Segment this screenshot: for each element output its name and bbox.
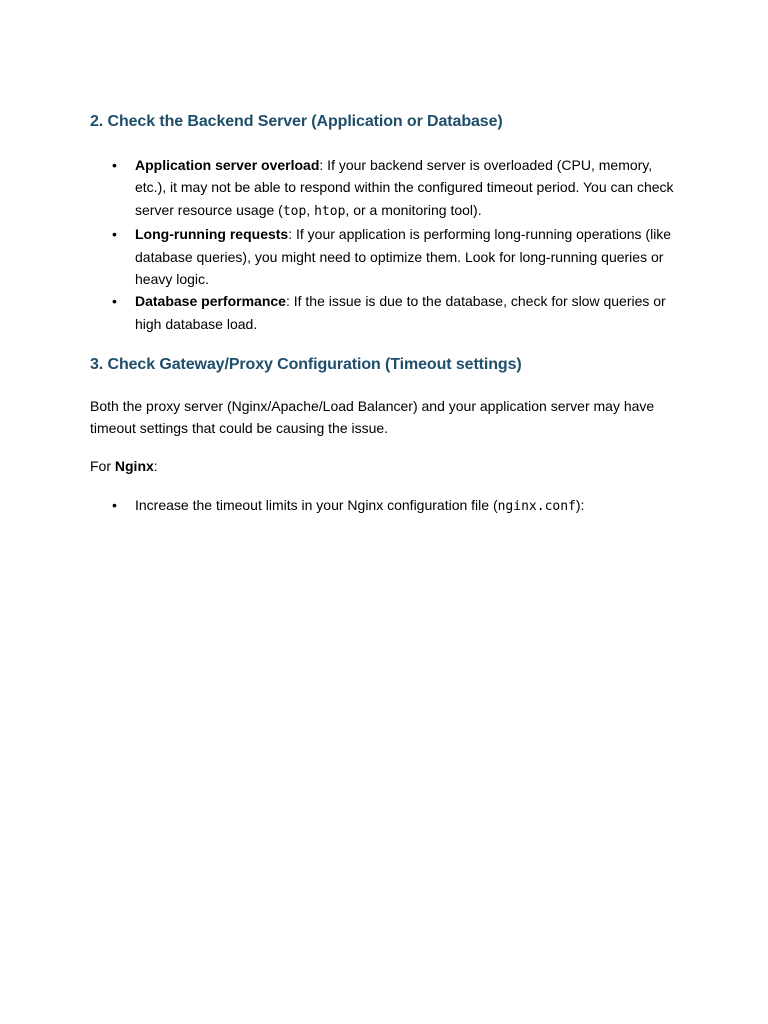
text-database-performance: : If the issue is due to the database, check for slow queries or high database load. xyxy=(135,293,666,332)
code-htop: htop xyxy=(314,203,346,219)
nginx-term: Nginx xyxy=(114,458,154,475)
document-page xyxy=(90,111,680,519)
list-item-app-server-overload xyxy=(90,154,680,223)
text-increase-timeout-a: Increase the timeout limits in your Nginx configuration file ( xyxy=(135,497,498,514)
text-increase-timeout-b: ): xyxy=(575,497,585,514)
bullet-icon: • xyxy=(112,157,117,173)
for-prefix: For xyxy=(90,458,115,475)
bullet-icon: • xyxy=(112,293,117,310)
list-item-database-performance xyxy=(90,290,680,335)
list-item-long-running-requests xyxy=(90,223,680,290)
text-app-server-overload-a: : If your backend server is overloaded (CPU, memory, etc.), it may not be able to respond within the configured timeout period. You can check server resource usage ( xyxy=(135,157,674,218)
list-item-increase-timeout xyxy=(90,494,680,518)
section-3-heading: 3. Check Gateway/Proxy Configuration (Timeout settings) xyxy=(90,356,522,374)
bullet-icon: • xyxy=(112,497,117,514)
for-nginx-paragraph xyxy=(90,455,680,477)
term-long-running-requests: Long-running requests xyxy=(135,226,289,243)
bullet-icon: • xyxy=(112,226,117,243)
term-app-server-overload: Application server overload xyxy=(135,157,320,173)
code-top: top xyxy=(282,203,307,219)
term-database-performance: Database performance xyxy=(135,293,286,310)
text-long-running-requests: : If your application is performing long-running operations (like database queries), you might need to optimize them. Look for long-running queries or heavy logic. xyxy=(135,226,672,288)
text-separator: , xyxy=(306,201,315,218)
section-2-heading: 2. Check the Backend Server (Application or Database) xyxy=(90,113,503,130)
code-nginx-conf: nginx.conf xyxy=(497,499,576,515)
text-app-server-overload-b: , or a monitoring tool). xyxy=(345,201,482,218)
for-suffix: : xyxy=(153,458,158,475)
nginx-list xyxy=(90,494,680,518)
backend-server-list xyxy=(90,154,680,335)
proxy-paragraph: Both the proxy server (Nginx/Apache/Load Balancer) and your application server may have timeout settings that could be causing the issue. xyxy=(90,398,655,437)
